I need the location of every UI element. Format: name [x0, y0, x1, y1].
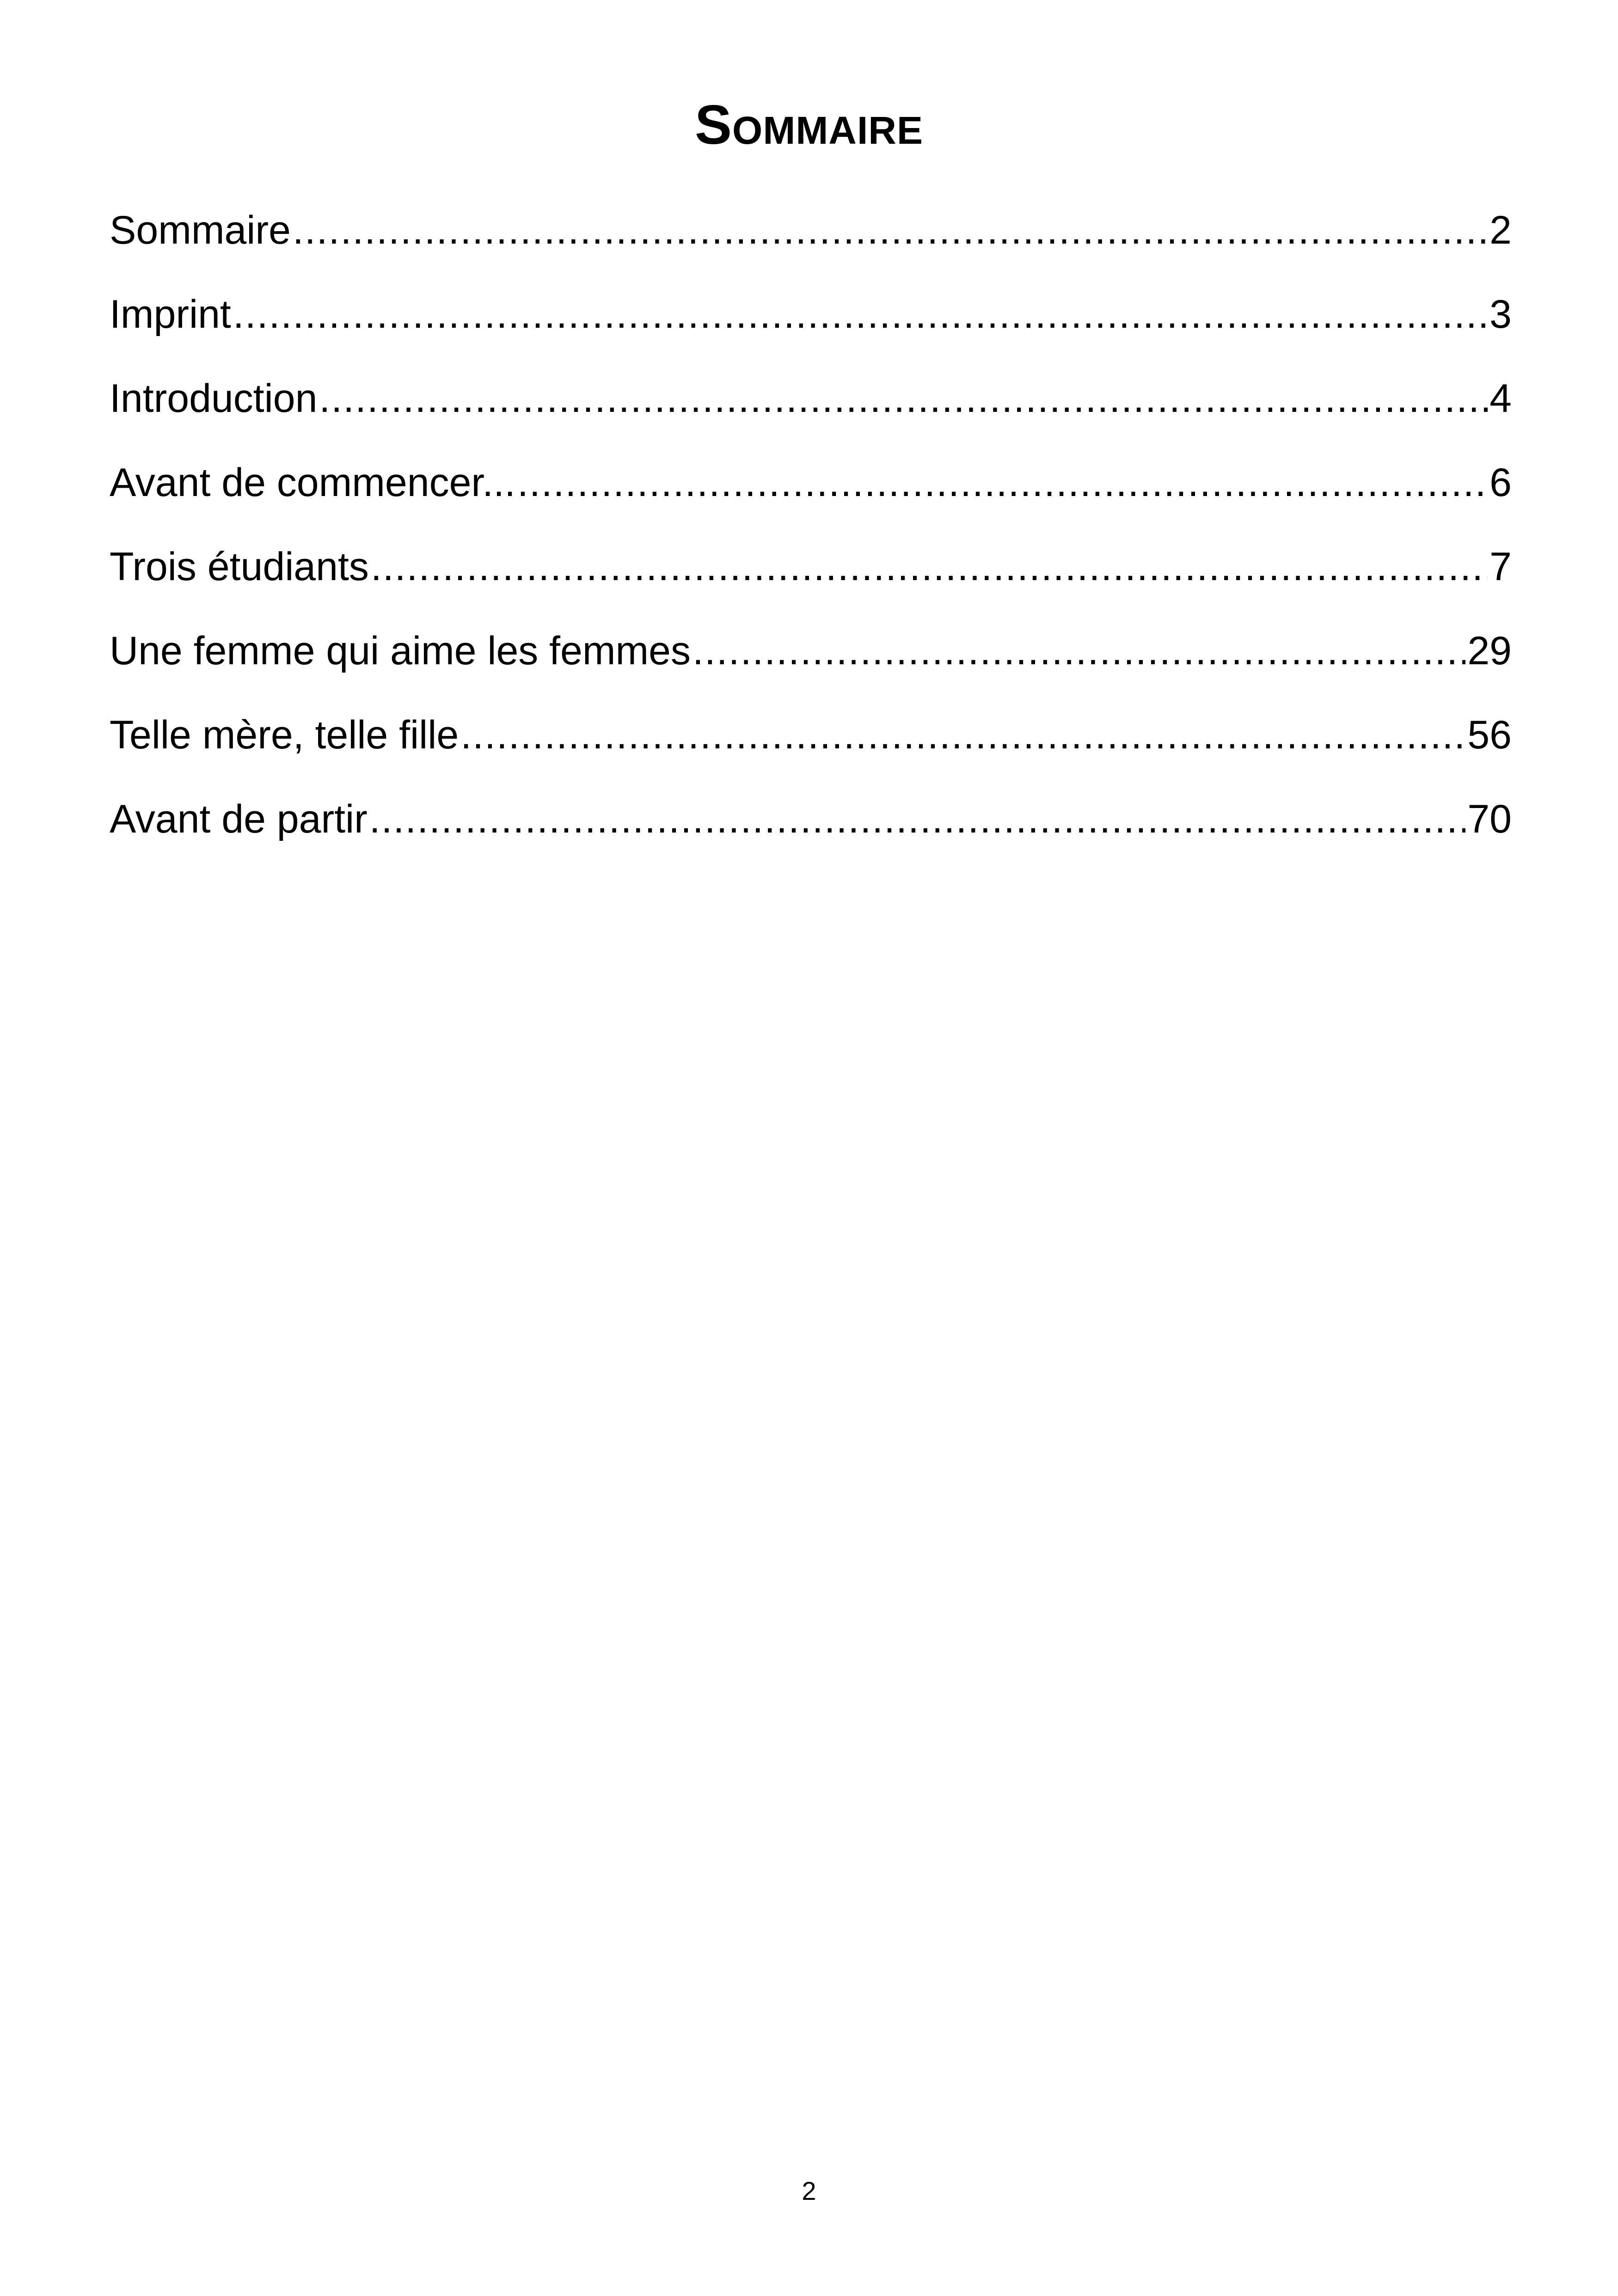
page-title: Sommaire: [694, 94, 923, 156]
toc-dot-leader: [319, 371, 1488, 426]
toc-entry-avant-de-partir[interactable]: [110, 791, 1512, 876]
toc-entry-page: 29: [1467, 629, 1512, 673]
toc-entry-page: 3: [1489, 292, 1512, 337]
toc-entry-trois-etudiants[interactable]: [110, 539, 1512, 623]
toc-entry-page: 4: [1489, 376, 1512, 421]
toc-dot-leader: [517, 455, 1488, 510]
toc-dot-leader: [371, 539, 1488, 594]
toc-entry-sommaire[interactable]: [110, 202, 1512, 287]
toc-entry-label: Avant de partir: [110, 797, 368, 841]
toc-dot-leader: [233, 287, 1488, 342]
toc-entry-label: Trois étudiants: [110, 545, 369, 589]
table-of-contents: [110, 202, 1512, 876]
toc-entry-page: 56: [1467, 713, 1512, 757]
toc-entry-imprint[interactable]: [110, 287, 1512, 371]
toc-entry-page: 70: [1467, 797, 1512, 841]
toc-entry-introduction[interactable]: [110, 371, 1512, 455]
toc-entry-label: Telle mère, telle fille: [110, 713, 459, 757]
toc-entry-label: Introduction: [110, 376, 318, 421]
toc-entry-label: Sommaire: [110, 208, 291, 252]
toc-entry-page: 6: [1489, 460, 1512, 505]
toc-entry-telle-mere[interactable]: [110, 707, 1512, 791]
toc-dot-leader: [693, 623, 1465, 679]
toc-entry-avant-de-commencer[interactable]: [110, 455, 1512, 539]
toc-dot-leader: [369, 791, 1466, 847]
toc-entry-label: Avant de commencer...: [110, 460, 515, 505]
toc-entry-page: 7: [1489, 545, 1512, 589]
toc-entry-label: Une femme qui aime les femmes: [110, 629, 691, 673]
toc-entry-une-femme[interactable]: [110, 623, 1512, 707]
page-number: 2: [802, 2176, 816, 2205]
toc-dot-leader: [460, 707, 1465, 763]
toc-entry-page: 2: [1489, 208, 1512, 252]
toc-entry-label: Imprint: [110, 292, 231, 337]
toc-dot-leader: [293, 202, 1488, 258]
